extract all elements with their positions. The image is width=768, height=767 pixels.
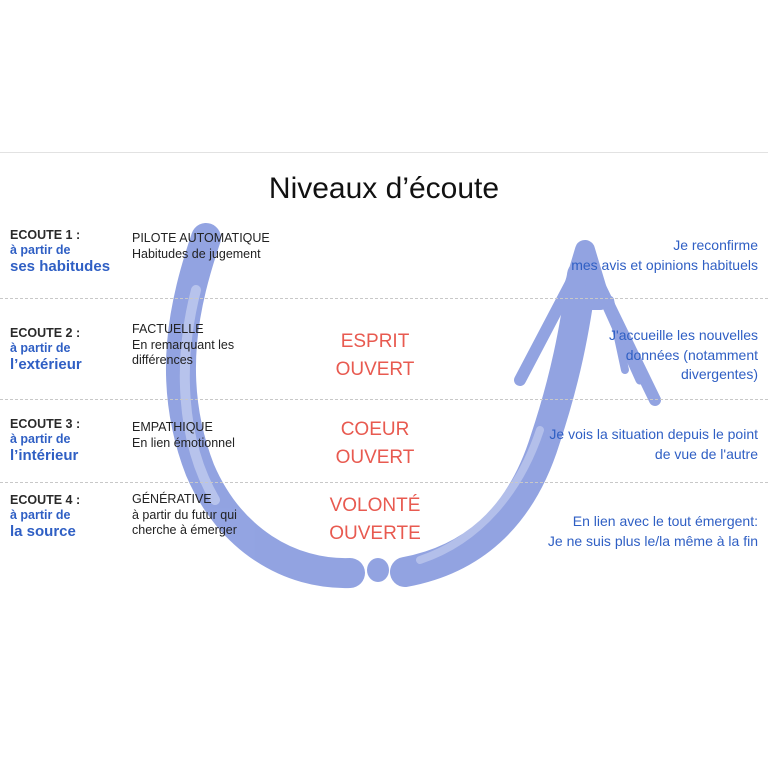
divider-1-2: [0, 298, 768, 299]
level-4-label: [10, 493, 80, 541]
level-source: ses habitudes: [10, 258, 111, 275]
level-3-outcome: [549, 425, 758, 464]
level-1-outcome: [571, 236, 758, 275]
outcome-line: divergentes): [680, 366, 758, 383]
quality-line: OUVERTE: [329, 522, 421, 544]
level-3-quality: [310, 416, 440, 471]
quality-line: COEUR: [340, 419, 410, 440]
level-title: ECOUTE 1 :: [10, 228, 81, 242]
level-3-description: [132, 420, 235, 451]
divider-3-4: [0, 482, 768, 483]
level-desc-line: différences: [132, 353, 193, 368]
outcome-line: Je vois la situation depuis le point: [549, 426, 758, 442]
level-1-description: [132, 231, 270, 262]
page-title: Niveaux d’écoute: [268, 172, 500, 205]
level-source: la source: [10, 523, 76, 540]
level-desc-line: En lien émotionnel: [132, 435, 235, 450]
level-2-outcome: [609, 326, 758, 385]
level-desc-line: à partir du futur qui: [132, 507, 237, 522]
level-desc-line: cherche à émerger: [132, 523, 237, 538]
level-mode: GÉNÉRATIVE: [132, 492, 212, 506]
level-from: à partir de: [10, 341, 71, 355]
level-from: à partir de: [10, 243, 71, 257]
level-1-label: [10, 228, 110, 276]
level-source: l’intérieur: [10, 447, 79, 464]
level-3-label: [10, 417, 80, 465]
level-4-description: [132, 492, 237, 539]
level-mode: PILOTE AUTOMATIQUE: [132, 231, 270, 245]
level-title: ECOUTE 4 :: [10, 493, 81, 507]
level-4-quality: [310, 492, 440, 547]
level-mode: FACTUELLE: [132, 322, 204, 336]
outcome-line: de vue de l'autre: [654, 445, 758, 462]
level-4-outcome: [548, 512, 758, 551]
level-from: à partir de: [10, 508, 71, 522]
level-desc-line: En remarquant les: [132, 337, 235, 352]
outcome-line: Je reconfirme: [673, 237, 758, 253]
outcome-line: données (notamment: [625, 346, 758, 363]
quality-line: OUVERT: [335, 358, 415, 380]
outcome-line: Je ne suis plus le/la même à la fin: [547, 532, 758, 549]
outcome-line: J'accueille les nouvelles: [609, 327, 758, 343]
level-title: ECOUTE 3 :: [10, 417, 81, 431]
level-2-description: [132, 322, 234, 369]
outcome-line: En lien avec le tout émergent:: [572, 513, 758, 529]
level-from: à partir de: [10, 432, 71, 446]
level-desc-line: Habitudes de jugement: [132, 246, 261, 261]
quality-line: ESPRIT: [340, 331, 410, 352]
level-title: ECOUTE 2 :: [10, 326, 81, 340]
divider-2-3: [0, 399, 768, 400]
level-mode: EMPATHIQUE: [132, 420, 213, 434]
level-2-quality: [310, 328, 440, 383]
level-2-label: [10, 326, 82, 374]
outcome-line: mes avis et opinions habituels: [571, 256, 758, 273]
level-source: l’extérieur: [10, 356, 82, 373]
quality-line: VOLONTÉ: [329, 495, 421, 516]
quality-line: OUVERT: [335, 446, 415, 468]
